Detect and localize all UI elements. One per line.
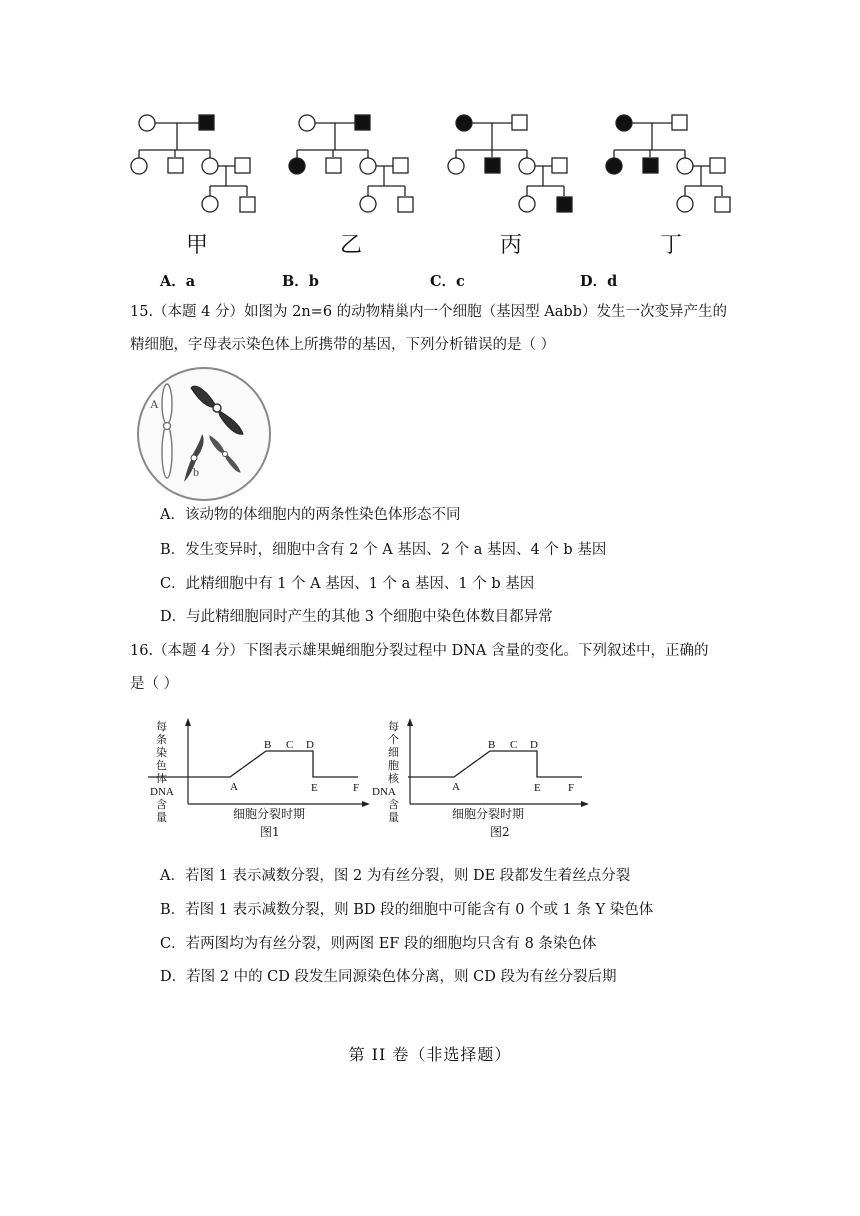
parent-female: [139, 115, 155, 131]
pedigree-label-ding: 丁: [660, 233, 683, 258]
chart1-ylabel-char: 色: [156, 760, 167, 772]
chart1-point-d: D: [306, 739, 314, 751]
chart1-xlabel: 细胞分裂时期: [233, 807, 306, 821]
pedigree-ding: [600, 110, 740, 220]
dna-chart-2: [370, 716, 595, 840]
pedigree-label-bing: 丙: [500, 233, 523, 258]
q16-option-d[interactable]: D．若图 2 中的 CD 段发生同源染色体分离，则 CD 段为有丝分裂后期: [160, 969, 617, 985]
chart2-point-a: A: [452, 781, 460, 793]
chart1-line: [148, 751, 358, 777]
q14-option-a[interactable]: A．a: [160, 273, 196, 290]
chart2-ylabel-char: 细: [388, 747, 399, 759]
chart1-ylabel-char: 染: [156, 747, 167, 759]
chart2-point-e: E: [534, 782, 541, 794]
q16-option-a[interactable]: A．若图 1 表示减数分裂，图 2 为有丝分裂，则 DE 段都发生着丝点分裂: [160, 868, 631, 884]
chart1-point-e: E: [311, 782, 318, 794]
pedigree-label-yi: 乙: [340, 233, 363, 258]
chart2-ylabel-char: 每: [388, 721, 399, 733]
chart1-ylabel-char: DNA: [150, 786, 174, 798]
parent-male-affected: [199, 115, 214, 130]
gene-label-b: b: [193, 465, 199, 479]
q16-stem-line2: 是（ ）: [130, 676, 179, 692]
chart2-point-c: C: [510, 739, 518, 751]
q15-option-b[interactable]: B．发生变异时，细胞中含有 2 个 A 基因、2 个 a 基因、4 个 b 基因: [160, 542, 607, 558]
q16-option-b[interactable]: B．若图 1 表示减数分裂，则 BD 段的细胞中可能含有 0 个或 1 条 Y 染色体: [160, 902, 654, 918]
q14-option-d[interactable]: D．d: [580, 273, 618, 290]
chart2-ylabel-char: 个: [388, 734, 399, 746]
chart1-ylabel-char: 量: [156, 812, 167, 824]
chart2-line: [408, 751, 582, 777]
dna-chart-1: [148, 716, 373, 840]
chart1-point-b: B: [264, 739, 272, 751]
chart2-ylabel-char: 含: [388, 799, 399, 811]
chart1-ylabel-char: 含: [156, 799, 167, 811]
chart2-ylabel-char: 核: [388, 773, 399, 785]
pedigree-bing: [442, 110, 582, 220]
chart2-ylabel-char: 量: [388, 812, 399, 824]
section-title: 第 II 卷（非选择题）: [348, 1045, 512, 1064]
gene-label-a: A: [150, 397, 159, 411]
chart1-title: 图1: [260, 825, 280, 839]
chart1-point-c: C: [286, 739, 294, 751]
chart1-ylabel-char: 条: [156, 734, 167, 746]
chart2-xlabel: 细胞分裂时期: [452, 807, 525, 821]
pedigree-yi: [283, 110, 423, 220]
chromosome-a: [162, 384, 172, 424]
chart2-ylabel-char: DNA: [372, 786, 396, 798]
chart2-title: 图2: [490, 825, 510, 839]
q15-stem-line1: 15.（本题 4 分）如图为 2n=6 的动物精巢内一个细胞（基因型 Aabb）发生一次变异产生的: [130, 304, 727, 320]
q16-stem-line1: 16.（本题 4 分）下图表示雄果蝇细胞分裂过程中 DNA 含量的变化。下列叙述中，正确的: [130, 643, 709, 659]
chart2-point-d: D: [530, 739, 538, 751]
chart1-point-f: F: [353, 782, 360, 794]
q16-option-c[interactable]: C．若两图均为有丝分裂，则两图 EF 段的细胞均只含有 8 条染色体: [160, 936, 597, 952]
q15-option-d[interactable]: D．与此精细胞同时产生的其他 3 个细胞中染色体数目都异常: [160, 609, 553, 625]
q14-option-c[interactable]: C．c: [430, 273, 465, 290]
chart2-point-f: F: [568, 782, 575, 794]
q15-option-c[interactable]: C．此精细胞中有 1 个 A 基因、1 个 a 基因、1 个 b 基因: [160, 576, 535, 592]
q14-option-b[interactable]: B．b: [282, 273, 319, 290]
pedigree-label-jia: 甲: [186, 233, 209, 258]
q15-stem-line2: 精细胞，字母表示染色体上所携带的基因，下列分析错误的是（ ）: [130, 337, 556, 353]
sperm-cell-diagram: [136, 366, 272, 502]
chart2-ylabel-char: 胞: [388, 760, 399, 772]
chart1-ylabel-char: 每: [156, 721, 167, 733]
chart1-ylabel-char: 体: [156, 773, 167, 785]
chart2-point-b: B: [488, 739, 496, 751]
q15-option-a[interactable]: A．该动物的体细胞内的两条性染色体形态不同: [160, 507, 461, 523]
pedigree-jia: [125, 110, 265, 220]
chart1-point-a: A: [230, 781, 238, 793]
